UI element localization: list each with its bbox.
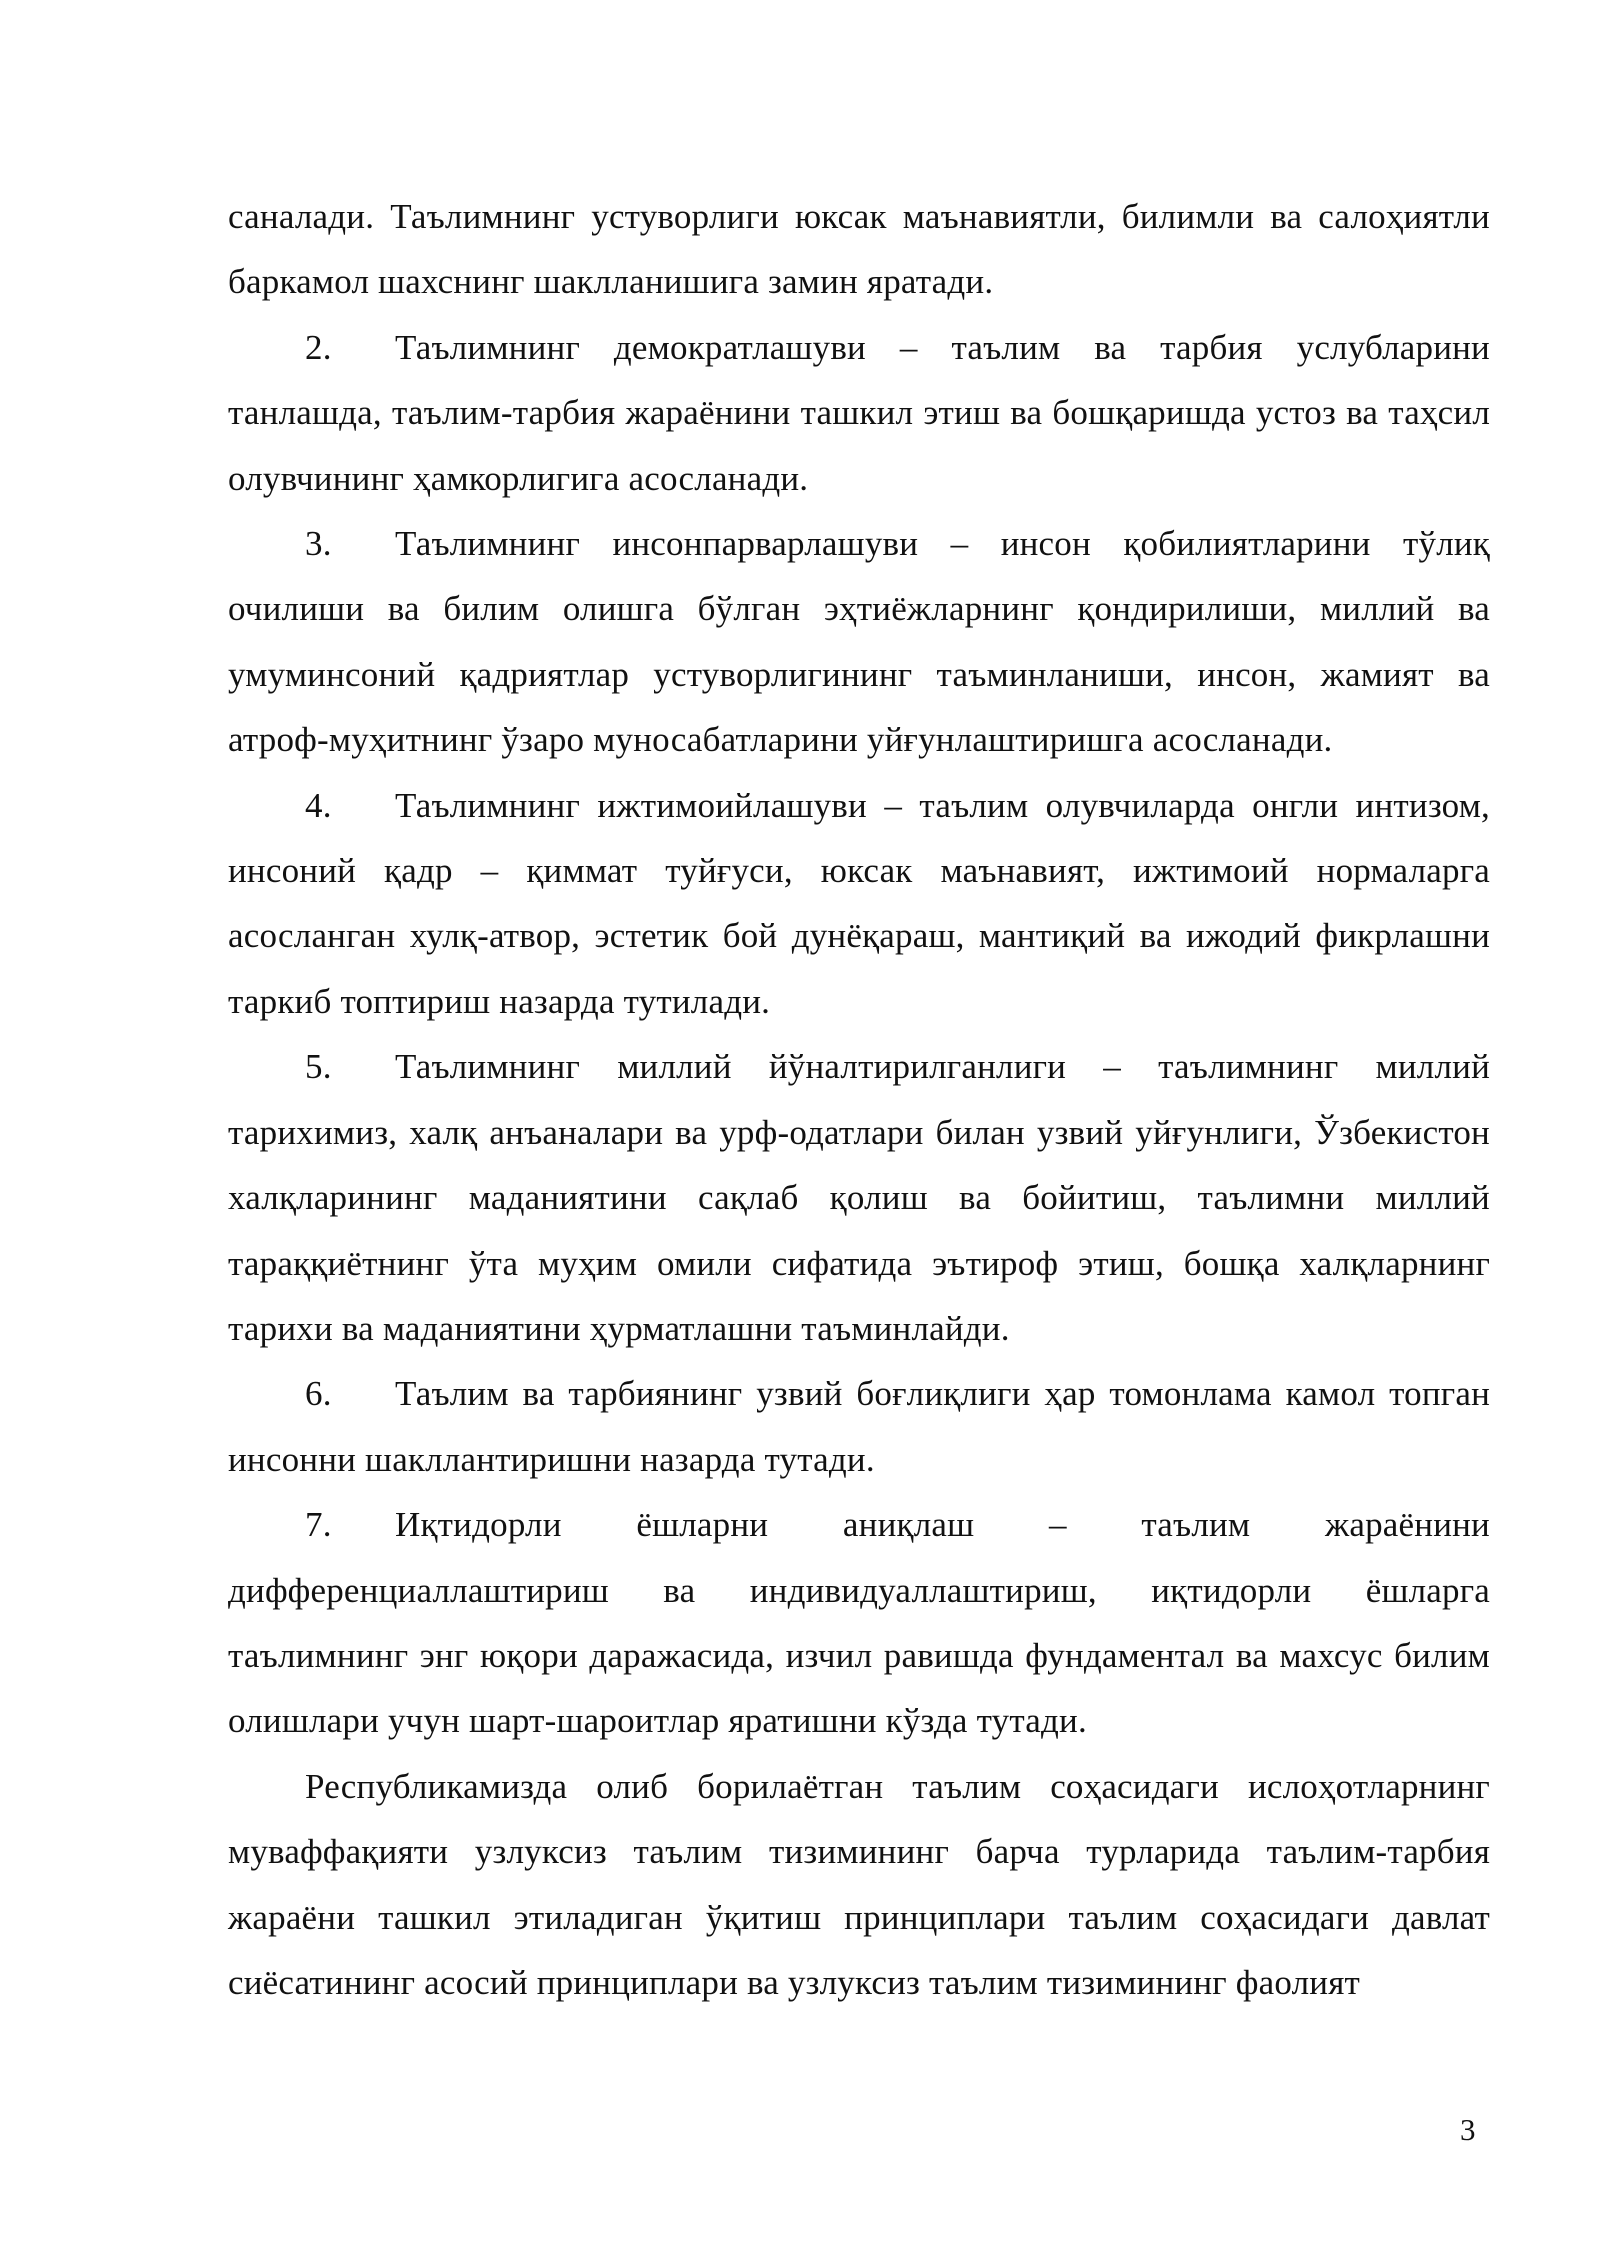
paragraph-text: Таълимнинг демократлашуви – таълим ва тарбия услубларини танлашда, таълим-тарбия жараёнини ташкил этиш ва бошқаришда устоз ва таҳсил олувчининг ҳамкорлигига асосланади. [228,327,1490,498]
paragraph-continuation [228,184,1490,315]
page-number: 3 [1460,2112,1476,2147]
paragraph-text: Таълимнинг ижтимоийлашуви – таълим олувчиларда онгли интизом, инсоний қадр – қиммат туйғуси, юксак маънавият, ижтимоий нормаларга асосланган хулқ-атвор, эстетик бой дунёқараш, мантиқий ва ижодий фикрлашни таркиб топтириш назарда тутилади. [228,785,1490,1021]
paragraph-text: Республикамизда олиб борилаётган таълим соҳасидаги ислоҳотларнинг муваффақияти узлуксиз таълим тизимининг барча турларида таълим-тарбия жараёни ташкил этиладиган ўқитиш принциплари таълим соҳасидаги давлат сиёсатининг асосий принциплари ва узлуксиз таълим тизимининг фаолият [228,1766,1490,2002]
paragraph-text: саналади. Таълимнинг устуворлиги юксак маънавиятли, билимли ва салоҳиятли баркамол шахснинг шаклланишига замин яратади. [228,197,1490,302]
list-item-6 [228,1361,1490,1492]
list-item-4 [228,773,1490,1035]
paragraph-text: Таълимнинг миллий йўналтирилганлиги – таълимнинг миллий тарихимиз, халқ анъаналари ва урф-одатлари билан узвий уйғунлиги, Ўзбекистон халқларининг маданиятини сақлаб қолиш ва бойитиш, таълимни миллий тараққиётнинг ўта муҳим омили сифатида эътироф этиш, бошқа халқларнинг тарихи ва маданиятини ҳурматлашни таъминлайди. [228,1047,1490,1348]
document-body [228,184,1490,2015]
list-item-3 [228,511,1490,773]
list-number: 7. [305,1505,332,1545]
paragraph-text: Таълимнинг инсонпарварлашуви – инсон қобилиятларини тўлиқ очилиши ва билим олишга бўлган эҳтиёжларнинг қондирилиши, миллий ва умуминсоний қадриятлар устуворлигининг таъминланиши, инсон, жамият ва атроф-муҳитнинг ўзаро муносабатларини уйғунлаштиришга асосланади. [228,524,1490,760]
list-number: 2. [305,327,332,367]
list-number: 5. [305,1047,332,1087]
list-item-7 [228,1492,1490,1754]
list-number: 4. [305,785,332,825]
list-item-5 [228,1034,1490,1361]
list-item-2 [228,315,1490,511]
list-number: 6. [305,1374,332,1414]
paragraph-text: Иқтидорли ёшларни аниқлаш – таълим жараёнини дифференциаллаштириш ва индивидуаллаштириш, иқтидорли ёшларга таълимнинг энг юқори даражасида, изчил равишда фундаментал ва махсус билим олишлари учун шарт-шароитлар яратишни кўзда тутади. [228,1505,1490,1741]
paragraph-closing [228,1754,1490,2016]
paragraph-text: Таълим ва тарбиянинг узвий боғлиқлиги ҳар томонлама камол топган инсонни шакллантиришни назарда тутади. [228,1374,1490,1479]
list-number: 3. [305,524,332,564]
